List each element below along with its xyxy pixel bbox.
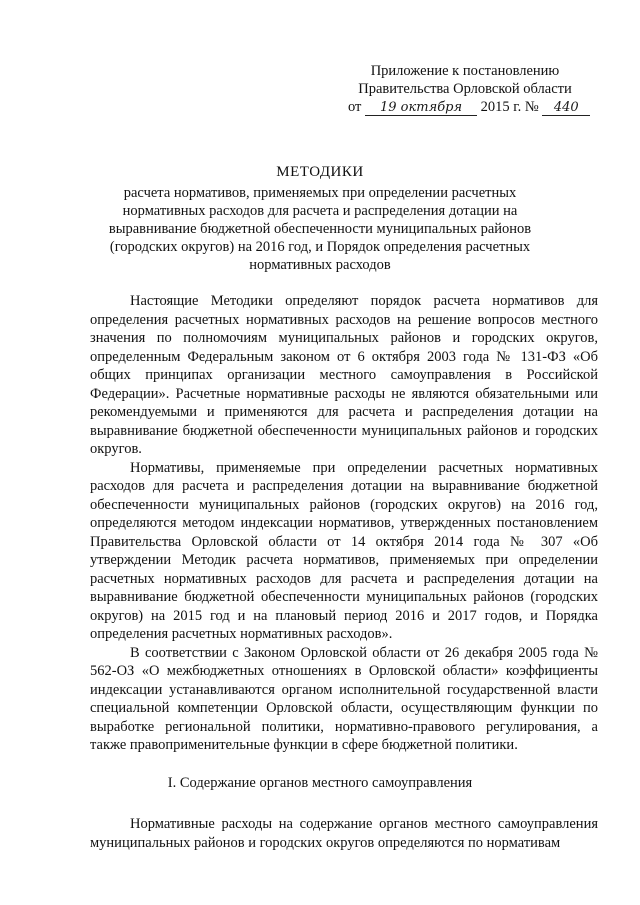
section-paragraph: Нормативные расходы на содержание органов местного самоуправления муниципальных районов и городских округов определяются по нормативам xyxy=(90,816,598,851)
date-prefix: от xyxy=(348,99,362,115)
paragraph-2: Нормативы, применяемые при определении расчетных нормативных расходов для расчета и распределения дотации на выравнивание бюджетной обеспеченности муниципальных районов (городских округов) на 2016 год, определяются методом индексации нормативов, утвержденных постановлением Правительства Орловской области от 14 октября 2014 года № 307 «Об утверждении Методик расчета нормативов, применяемых при определении расчетных нормативных расходов для расчета и распределения дотации на выравнивание бюджетной обеспеченности муниципальных районов (городских округов) на 2015 год и на плановый период 2016 и 2017 годов, и Порядка определения расчетных нормативных расходов». xyxy=(90,459,598,642)
handwritten-number: 440 xyxy=(542,101,590,116)
paragraph-1: Настоящие Методики определяют порядок расчета нормативов для определения расчетных нормативных расходов на решение вопросов местного значения по полномочиям муниципальных районов и городских округов, определенным Федеральным законом от 6 октября 2003 года № 131-ФЗ «Об общих принципах организации местного самоуправления в Российской Федерации». Расчетные нормативные расходы не являются обязательными или рекомендуемыми и применяются для расчета и распределения дотации на выравнивание бюджетной обеспеченности муниципальных районов и городских округов. xyxy=(90,293,598,457)
body-text xyxy=(90,292,598,755)
section-heading: I. Содержание органов местного самоуправления xyxy=(167,775,473,791)
document-subtitle: расчета нормативов, применяемых при определении расчетных нормативных расходов для расчета и распределения дотации на выравнивание бюджетной обеспеченности муниципальных районов (городских округов) на 2016 год, и Порядок определения расчетных нормативных расходов xyxy=(108,185,532,273)
year-and-number-label: 2015 г. № xyxy=(480,99,539,115)
approval-date-line xyxy=(340,98,590,116)
paragraph-3: В соответствии с Законом Орловской области от 26 декабря 2005 года № 562-ОЗ «О межбюджетных отношениях в Орловской области» коэффициенты индексации устанавливаются органом исполнительной государственной власти специальной компетенции Орловской области, осуществляющим функции по выработке региональной политики, нормативно-правового регулирования, а также правоприменительные функции в сфере бюджетной политики. xyxy=(90,644,598,753)
document-title: МЕТОДИКИ xyxy=(276,164,364,180)
approval-line-2: Правительства Орловской области xyxy=(358,81,572,97)
section-body xyxy=(90,815,598,853)
approval-stamp xyxy=(340,62,590,116)
handwritten-date: 19 октября xyxy=(365,101,477,116)
approval-line-1: Приложение к постановлению xyxy=(370,63,560,79)
